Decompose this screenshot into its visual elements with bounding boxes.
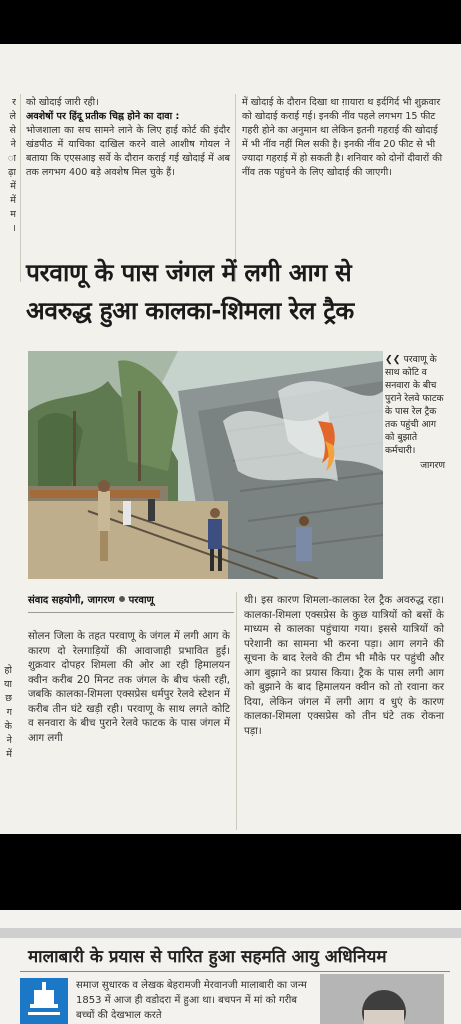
- forest-fire-illustration: [28, 351, 383, 579]
- article-body-column-1: सोलन जिला के तहत परवाणू के जंगल में लगी आग के कारण दो रेलगाड़ियों की आवाजाही प्रभावित हुई। शुक्रवार दोपहर शिमला की ओर आ रही हिमालयन क्वीन करीब 20 मिनट तक जंगल के बीच फंसी रही, जबकि कालका-शिमला एक्सप्रेस धर्मपुर रेलवे स्टेशन में करीब तीन घंटे खड़ी रही। परवाणू के साथ लगते कोटि व सनवारा के बीच पुराने रेलवे फाटक के पास जंगल में आग लगी: [28, 631, 230, 744]
- cut-column-fragments-lower: हो या छ ग के ने में: [3, 665, 12, 760]
- headline-rule: [20, 971, 450, 972]
- column-rule: [236, 592, 237, 830]
- clipping-top-bar: [0, 928, 461, 938]
- byline: संवाद सहयोगी, जागरण परवाणू: [28, 595, 154, 606]
- article-headline: परवाणू के पास जंगल में लगी आग से अवरुद्ध हुआ कालका-शिमला रेल ट्रैक: [26, 258, 354, 325]
- column-logo-icon: [20, 978, 68, 1024]
- photo-caption: ❮❮ परवाणू के साथ कोटि व सनवारा के बीच पुराने रेलवे फाटक के पास रेल ट्रैक तक पहुंची आग को बुझाते कर्मचारी। जागरण: [385, 354, 445, 471]
- forest-fire-photo: [28, 351, 383, 579]
- second-clipping: [0, 910, 461, 1024]
- second-headline: मालाबारी के प्रयास से पारित हुआ सहमति आयु अधिनियम: [28, 947, 387, 967]
- bullet-icon: [119, 596, 125, 602]
- previous-article-column-2: में खोदाई के दौरान दिखा था ग़ायारा थ इर्दगिर्द भी शुक्रवार को खोदाई कराई गई। इनकी नींव पहले लगभग 15 फीट गहरी होने का अनुमान था लेकिन इतनी गहराई की खोदाई में भी नींव नहीं मिल सकी है। इनकी नींव 20 फीट से भी ज्यादा गहराई में हो सकती है। शनिवार को दोनों दीवारों की नींव तक पहुंचने के लिए खोदाई की जाएगी।: [242, 97, 443, 178]
- quote-marks-icon: ❮❮: [385, 354, 404, 365]
- newspaper-clipping: [0, 44, 461, 834]
- background-band: [0, 834, 461, 910]
- column-rule: [20, 94, 21, 282]
- second-body: समाज सुधारक व लेखक बेहरामजी मेरवानजी मालाबारी का जन्म 1853 में आज ही वडोदरा में हुआ था। बचपन में मां को गरीब बच्चों की देखभाल करते: [76, 980, 307, 1021]
- previous-article-column-1: को खोदाई जारी रही। अवशेषों पर हिंदू प्रतीक चिह्न होने का दावा : भोजशाला का सच सामने लाने के लिए हाई कोर्ट की इंदौर खंडपीठ में याचिका दाखिल करने वाले आशीष गोयल ने बताया कि एएसआइ सर्वे के दौरान कराई गई खोदाई में अब तक लगभग 400 बड़े अवशेष मिल चुके हैं।: [26, 97, 230, 178]
- cut-column-fragments: र ले से ने ा ढ़ा में में म ।: [7, 97, 16, 234]
- article-body-column-2: थी। इस कारण शिमला-कालका रेल ट्रैक अवरुद्ध रहा। कालका-शिमला एक्सप्रेस के कुछ यात्रियों को बसों के माध्यम से कालका पहुंचाया गया। इससे यात्रियों को परेशानी का सामना भी करना पड़ा। आग लगने की सूचना के बाद रेलवे की टीम भी मौके पर पहुंची और आग बुझाने का प्रयास किया। ट्रैक के पास लगी आग को बुझाने के बाद हिमालयन क्वीन को तो रवाना कर दिया, लेकिन जंगल में लगी आग व धुएं के कारण कालका-शिमला एक्सप्रेस को तीन घंटे तक रोकना पड़ा।: [244, 595, 444, 737]
- byline-rule: [28, 612, 234, 613]
- portrait-photo: [320, 974, 444, 1024]
